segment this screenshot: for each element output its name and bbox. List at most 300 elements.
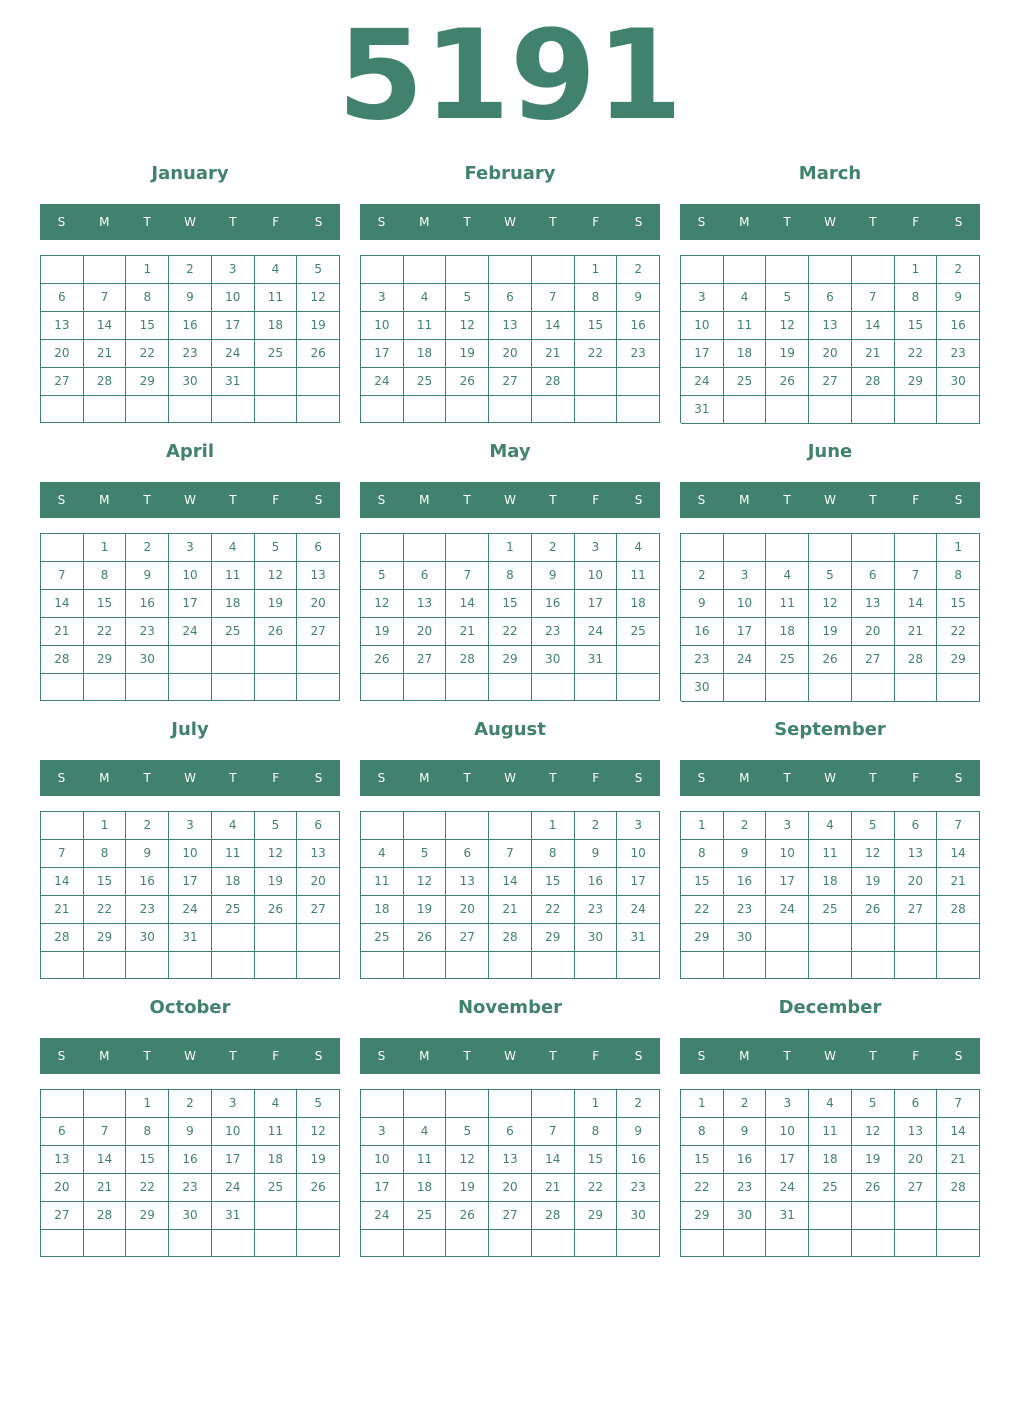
day-cell[interactable]: 4	[255, 256, 298, 284]
day-cell[interactable]: 18	[361, 896, 404, 924]
day-cell[interactable]: 9	[126, 840, 169, 868]
day-cell[interactable]: 10	[212, 284, 255, 312]
day-cell[interactable]: 6	[809, 284, 852, 312]
day-cell[interactable]: 30	[724, 924, 767, 952]
day-cell[interactable]: 5	[852, 812, 895, 840]
day-cell[interactable]: 27	[852, 646, 895, 674]
day-cell[interactable]: 24	[212, 340, 255, 368]
day-cell[interactable]: 10	[361, 312, 404, 340]
day-cell[interactable]: 21	[895, 618, 938, 646]
day-cell[interactable]: 8	[681, 840, 724, 868]
day-cell[interactable]: 26	[809, 646, 852, 674]
day-cell[interactable]: 2	[126, 534, 169, 562]
day-cell[interactable]: 23	[724, 1174, 767, 1202]
day-cell[interactable]: 29	[681, 924, 724, 952]
day-cell[interactable]: 24	[766, 1174, 809, 1202]
day-cell[interactable]: 22	[681, 1174, 724, 1202]
day-cell[interactable]: 28	[852, 368, 895, 396]
day-cell[interactable]: 12	[852, 840, 895, 868]
day-cell[interactable]: 10	[724, 590, 767, 618]
day-cell[interactable]: 31	[766, 1202, 809, 1230]
day-cell[interactable]: 19	[404, 896, 447, 924]
day-cell[interactable]: 17	[212, 312, 255, 340]
day-cell[interactable]: 3	[212, 1090, 255, 1118]
day-cell[interactable]: 6	[895, 812, 938, 840]
day-cell[interactable]: 7	[937, 1090, 980, 1118]
day-cell[interactable]: 13	[489, 312, 532, 340]
day-cell[interactable]: 21	[84, 1174, 127, 1202]
day-cell[interactable]: 23	[724, 896, 767, 924]
day-cell[interactable]: 4	[617, 534, 660, 562]
day-cell[interactable]: 24	[169, 618, 212, 646]
day-cell[interactable]: 11	[724, 312, 767, 340]
day-cell[interactable]: 21	[937, 1146, 980, 1174]
day-cell[interactable]: 16	[532, 590, 575, 618]
day-cell[interactable]: 27	[297, 896, 340, 924]
day-cell[interactable]: 27	[895, 896, 938, 924]
day-cell[interactable]: 17	[681, 340, 724, 368]
day-cell[interactable]: 22	[84, 896, 127, 924]
day-cell[interactable]: 25	[404, 1202, 447, 1230]
day-cell[interactable]: 29	[84, 924, 127, 952]
day-cell[interactable]: 1	[681, 1090, 724, 1118]
day-cell[interactable]: 8	[895, 284, 938, 312]
day-cell[interactable]: 4	[809, 812, 852, 840]
day-cell[interactable]: 6	[446, 840, 489, 868]
day-cell[interactable]: 20	[489, 1174, 532, 1202]
day-cell[interactable]: 26	[361, 646, 404, 674]
day-cell[interactable]: 4	[766, 562, 809, 590]
day-cell[interactable]: 7	[852, 284, 895, 312]
day-cell[interactable]: 22	[937, 618, 980, 646]
day-cell[interactable]: 16	[169, 1146, 212, 1174]
day-cell[interactable]: 26	[446, 1202, 489, 1230]
day-cell[interactable]: 21	[489, 896, 532, 924]
day-cell[interactable]: 5	[446, 284, 489, 312]
day-cell[interactable]: 25	[255, 340, 298, 368]
day-cell[interactable]: 13	[809, 312, 852, 340]
day-cell[interactable]: 23	[681, 646, 724, 674]
day-cell[interactable]: 29	[489, 646, 532, 674]
day-cell[interactable]: 8	[489, 562, 532, 590]
day-cell[interactable]: 3	[212, 256, 255, 284]
day-cell[interactable]: 28	[937, 896, 980, 924]
day-cell[interactable]: 31	[575, 646, 618, 674]
day-cell[interactable]: 14	[41, 868, 84, 896]
day-cell[interactable]: 6	[41, 1118, 84, 1146]
day-cell[interactable]: 25	[212, 618, 255, 646]
day-cell[interactable]: 30	[532, 646, 575, 674]
day-cell[interactable]: 2	[169, 1090, 212, 1118]
day-cell[interactable]: 20	[297, 590, 340, 618]
day-cell[interactable]: 19	[766, 340, 809, 368]
day-cell[interactable]: 16	[575, 868, 618, 896]
day-cell[interactable]: 2	[617, 1090, 660, 1118]
day-cell[interactable]: 3	[766, 1090, 809, 1118]
day-cell[interactable]: 14	[489, 868, 532, 896]
day-cell[interactable]: 26	[297, 1174, 340, 1202]
day-cell[interactable]: 13	[41, 312, 84, 340]
day-cell[interactable]: 22	[532, 896, 575, 924]
day-cell[interactable]: 5	[297, 1090, 340, 1118]
day-cell[interactable]: 3	[575, 534, 618, 562]
day-cell[interactable]: 29	[532, 924, 575, 952]
day-cell[interactable]: 28	[895, 646, 938, 674]
day-cell[interactable]: 8	[84, 562, 127, 590]
day-cell[interactable]: 20	[895, 868, 938, 896]
day-cell[interactable]: 27	[41, 1202, 84, 1230]
day-cell[interactable]: 12	[852, 1118, 895, 1146]
day-cell[interactable]: 5	[255, 812, 298, 840]
day-cell[interactable]: 14	[84, 312, 127, 340]
day-cell[interactable]: 6	[404, 562, 447, 590]
day-cell[interactable]: 21	[41, 896, 84, 924]
day-cell[interactable]: 22	[575, 340, 618, 368]
day-cell[interactable]: 30	[724, 1202, 767, 1230]
day-cell[interactable]: 9	[126, 562, 169, 590]
day-cell[interactable]: 28	[937, 1174, 980, 1202]
day-cell[interactable]: 11	[361, 868, 404, 896]
day-cell[interactable]: 13	[489, 1146, 532, 1174]
day-cell[interactable]: 8	[84, 840, 127, 868]
day-cell[interactable]: 12	[446, 1146, 489, 1174]
day-cell[interactable]: 30	[575, 924, 618, 952]
day-cell[interactable]: 28	[84, 1202, 127, 1230]
day-cell[interactable]: 6	[489, 284, 532, 312]
day-cell[interactable]: 8	[126, 284, 169, 312]
day-cell[interactable]: 23	[126, 618, 169, 646]
day-cell[interactable]: 21	[446, 618, 489, 646]
day-cell[interactable]: 16	[617, 312, 660, 340]
day-cell[interactable]: 29	[126, 368, 169, 396]
day-cell[interactable]: 1	[84, 534, 127, 562]
day-cell[interactable]: 9	[575, 840, 618, 868]
day-cell[interactable]: 9	[937, 284, 980, 312]
day-cell[interactable]: 14	[852, 312, 895, 340]
day-cell[interactable]: 24	[724, 646, 767, 674]
day-cell[interactable]: 13	[297, 562, 340, 590]
day-cell[interactable]: 20	[852, 618, 895, 646]
day-cell[interactable]: 25	[724, 368, 767, 396]
day-cell[interactable]: 2	[169, 256, 212, 284]
day-cell[interactable]: 1	[937, 534, 980, 562]
day-cell[interactable]: 2	[724, 1090, 767, 1118]
day-cell[interactable]: 14	[84, 1146, 127, 1174]
day-cell[interactable]: 14	[937, 840, 980, 868]
day-cell[interactable]: 24	[617, 896, 660, 924]
day-cell[interactable]: 9	[532, 562, 575, 590]
day-cell[interactable]: 28	[532, 1202, 575, 1230]
day-cell[interactable]: 1	[84, 812, 127, 840]
day-cell[interactable]: 18	[809, 868, 852, 896]
day-cell[interactable]: 23	[532, 618, 575, 646]
day-cell[interactable]: 23	[575, 896, 618, 924]
day-cell[interactable]: 12	[361, 590, 404, 618]
day-cell[interactable]: 12	[404, 868, 447, 896]
day-cell[interactable]: 7	[41, 840, 84, 868]
day-cell[interactable]: 5	[361, 562, 404, 590]
day-cell[interactable]: 11	[809, 840, 852, 868]
day-cell[interactable]: 27	[41, 368, 84, 396]
day-cell[interactable]: 22	[575, 1174, 618, 1202]
day-cell[interactable]: 11	[404, 1146, 447, 1174]
day-cell[interactable]: 13	[852, 590, 895, 618]
day-cell[interactable]: 18	[404, 1174, 447, 1202]
day-cell[interactable]: 13	[895, 840, 938, 868]
day-cell[interactable]: 3	[724, 562, 767, 590]
day-cell[interactable]: 10	[169, 562, 212, 590]
day-cell[interactable]: 8	[937, 562, 980, 590]
day-cell[interactable]: 8	[126, 1118, 169, 1146]
day-cell[interactable]: 4	[255, 1090, 298, 1118]
day-cell[interactable]: 12	[255, 840, 298, 868]
day-cell[interactable]: 8	[532, 840, 575, 868]
day-cell[interactable]: 18	[766, 618, 809, 646]
day-cell[interactable]: 14	[937, 1118, 980, 1146]
day-cell[interactable]: 3	[169, 812, 212, 840]
day-cell[interactable]: 24	[681, 368, 724, 396]
day-cell[interactable]: 2	[126, 812, 169, 840]
day-cell[interactable]: 22	[895, 340, 938, 368]
day-cell[interactable]: 23	[169, 340, 212, 368]
day-cell[interactable]: 1	[126, 1090, 169, 1118]
day-cell[interactable]: 14	[446, 590, 489, 618]
day-cell[interactable]: 9	[169, 1118, 212, 1146]
day-cell[interactable]: 28	[41, 646, 84, 674]
day-cell[interactable]: 4	[809, 1090, 852, 1118]
day-cell[interactable]: 5	[255, 534, 298, 562]
day-cell[interactable]: 29	[895, 368, 938, 396]
day-cell[interactable]: 20	[297, 868, 340, 896]
day-cell[interactable]: 10	[766, 840, 809, 868]
day-cell[interactable]: 20	[489, 340, 532, 368]
day-cell[interactable]: 23	[617, 340, 660, 368]
day-cell[interactable]: 17	[617, 868, 660, 896]
day-cell[interactable]: 15	[575, 312, 618, 340]
day-cell[interactable]: 11	[809, 1118, 852, 1146]
day-cell[interactable]: 26	[297, 340, 340, 368]
day-cell[interactable]: 25	[212, 896, 255, 924]
day-cell[interactable]: 7	[937, 812, 980, 840]
day-cell[interactable]: 16	[169, 312, 212, 340]
day-cell[interactable]: 18	[617, 590, 660, 618]
day-cell[interactable]: 27	[446, 924, 489, 952]
day-cell[interactable]: 4	[212, 534, 255, 562]
day-cell[interactable]: 29	[681, 1202, 724, 1230]
day-cell[interactable]: 11	[212, 840, 255, 868]
day-cell[interactable]: 21	[41, 618, 84, 646]
day-cell[interactable]: 7	[41, 562, 84, 590]
day-cell[interactable]: 19	[852, 1146, 895, 1174]
day-cell[interactable]: 19	[255, 868, 298, 896]
day-cell[interactable]: 22	[489, 618, 532, 646]
day-cell[interactable]: 3	[766, 812, 809, 840]
day-cell[interactable]: 15	[575, 1146, 618, 1174]
day-cell[interactable]: 11	[255, 1118, 298, 1146]
day-cell[interactable]: 7	[489, 840, 532, 868]
day-cell[interactable]: 1	[575, 1090, 618, 1118]
day-cell[interactable]: 31	[169, 924, 212, 952]
day-cell[interactable]: 1	[895, 256, 938, 284]
day-cell[interactable]: 16	[724, 868, 767, 896]
day-cell[interactable]: 15	[937, 590, 980, 618]
day-cell[interactable]: 15	[84, 868, 127, 896]
day-cell[interactable]: 29	[84, 646, 127, 674]
day-cell[interactable]: 25	[255, 1174, 298, 1202]
day-cell[interactable]: 17	[169, 868, 212, 896]
day-cell[interactable]: 5	[404, 840, 447, 868]
day-cell[interactable]: 10	[681, 312, 724, 340]
day-cell[interactable]: 25	[809, 1174, 852, 1202]
day-cell[interactable]: 15	[489, 590, 532, 618]
day-cell[interactable]: 22	[126, 1174, 169, 1202]
day-cell[interactable]: 21	[852, 340, 895, 368]
day-cell[interactable]: 17	[724, 618, 767, 646]
day-cell[interactable]: 16	[126, 868, 169, 896]
day-cell[interactable]: 27	[809, 368, 852, 396]
day-cell[interactable]: 10	[617, 840, 660, 868]
day-cell[interactable]: 15	[681, 868, 724, 896]
day-cell[interactable]: 18	[724, 340, 767, 368]
day-cell[interactable]: 24	[212, 1174, 255, 1202]
day-cell[interactable]: 16	[724, 1146, 767, 1174]
day-cell[interactable]: 19	[255, 590, 298, 618]
day-cell[interactable]: 5	[809, 562, 852, 590]
day-cell[interactable]: 21	[937, 868, 980, 896]
day-cell[interactable]: 13	[41, 1146, 84, 1174]
day-cell[interactable]: 6	[895, 1090, 938, 1118]
day-cell[interactable]: 28	[84, 368, 127, 396]
day-cell[interactable]: 30	[126, 646, 169, 674]
day-cell[interactable]: 12	[297, 284, 340, 312]
day-cell[interactable]: 8	[681, 1118, 724, 1146]
day-cell[interactable]: 9	[681, 590, 724, 618]
day-cell[interactable]: 10	[575, 562, 618, 590]
day-cell[interactable]: 27	[404, 646, 447, 674]
day-cell[interactable]: 16	[937, 312, 980, 340]
day-cell[interactable]: 18	[212, 868, 255, 896]
day-cell[interactable]: 7	[532, 1118, 575, 1146]
day-cell[interactable]: 20	[895, 1146, 938, 1174]
day-cell[interactable]: 27	[489, 1202, 532, 1230]
day-cell[interactable]: 24	[361, 1202, 404, 1230]
day-cell[interactable]: 7	[532, 284, 575, 312]
day-cell[interactable]: 22	[681, 896, 724, 924]
day-cell[interactable]: 17	[766, 1146, 809, 1174]
day-cell[interactable]: 19	[809, 618, 852, 646]
day-cell[interactable]: 17	[766, 868, 809, 896]
day-cell[interactable]: 28	[532, 368, 575, 396]
day-cell[interactable]: 5	[766, 284, 809, 312]
day-cell[interactable]: 23	[937, 340, 980, 368]
day-cell[interactable]: 5	[852, 1090, 895, 1118]
day-cell[interactable]: 9	[724, 840, 767, 868]
day-cell[interactable]: 24	[169, 896, 212, 924]
day-cell[interactable]: 12	[766, 312, 809, 340]
day-cell[interactable]: 16	[681, 618, 724, 646]
day-cell[interactable]: 5	[297, 256, 340, 284]
day-cell[interactable]: 11	[255, 284, 298, 312]
day-cell[interactable]: 2	[575, 812, 618, 840]
day-cell[interactable]: 6	[852, 562, 895, 590]
day-cell[interactable]: 27	[895, 1174, 938, 1202]
day-cell[interactable]: 14	[41, 590, 84, 618]
day-cell[interactable]: 13	[404, 590, 447, 618]
day-cell[interactable]: 2	[937, 256, 980, 284]
day-cell[interactable]: 31	[212, 368, 255, 396]
day-cell[interactable]: 18	[404, 340, 447, 368]
day-cell[interactable]: 30	[169, 1202, 212, 1230]
day-cell[interactable]: 2	[617, 256, 660, 284]
day-cell[interactable]: 20	[809, 340, 852, 368]
day-cell[interactable]: 19	[446, 340, 489, 368]
day-cell[interactable]: 25	[809, 896, 852, 924]
day-cell[interactable]: 1	[532, 812, 575, 840]
day-cell[interactable]: 20	[41, 340, 84, 368]
day-cell[interactable]: 7	[84, 1118, 127, 1146]
day-cell[interactable]: 26	[255, 618, 298, 646]
day-cell[interactable]: 2	[724, 812, 767, 840]
day-cell[interactable]: 19	[852, 868, 895, 896]
day-cell[interactable]: 18	[809, 1146, 852, 1174]
day-cell[interactable]: 1	[681, 812, 724, 840]
day-cell[interactable]: 3	[617, 812, 660, 840]
day-cell[interactable]: 9	[169, 284, 212, 312]
day-cell[interactable]: 29	[575, 1202, 618, 1230]
day-cell[interactable]: 26	[766, 368, 809, 396]
day-cell[interactable]: 28	[489, 924, 532, 952]
day-cell[interactable]: 21	[532, 340, 575, 368]
day-cell[interactable]: 11	[766, 590, 809, 618]
day-cell[interactable]: 29	[126, 1202, 169, 1230]
day-cell[interactable]: 12	[446, 312, 489, 340]
day-cell[interactable]: 31	[212, 1202, 255, 1230]
day-cell[interactable]: 6	[297, 812, 340, 840]
day-cell[interactable]: 2	[532, 534, 575, 562]
day-cell[interactable]: 26	[255, 896, 298, 924]
day-cell[interactable]: 19	[446, 1174, 489, 1202]
day-cell[interactable]: 20	[41, 1174, 84, 1202]
day-cell[interactable]: 20	[404, 618, 447, 646]
day-cell[interactable]: 10	[766, 1118, 809, 1146]
day-cell[interactable]: 4	[361, 840, 404, 868]
day-cell[interactable]: 8	[575, 284, 618, 312]
day-cell[interactable]: 25	[766, 646, 809, 674]
day-cell[interactable]: 6	[489, 1118, 532, 1146]
day-cell[interactable]: 15	[84, 590, 127, 618]
day-cell[interactable]: 31	[617, 924, 660, 952]
day-cell[interactable]: 11	[617, 562, 660, 590]
day-cell[interactable]: 7	[446, 562, 489, 590]
day-cell[interactable]: 14	[532, 1146, 575, 1174]
day-cell[interactable]: 13	[895, 1118, 938, 1146]
day-cell[interactable]: 25	[404, 368, 447, 396]
day-cell[interactable]: 7	[84, 284, 127, 312]
day-cell[interactable]: 30	[681, 674, 724, 702]
day-cell[interactable]: 26	[852, 896, 895, 924]
day-cell[interactable]: 17	[361, 1174, 404, 1202]
day-cell[interactable]: 8	[575, 1118, 618, 1146]
day-cell[interactable]: 24	[575, 618, 618, 646]
day-cell[interactable]: 14	[895, 590, 938, 618]
day-cell[interactable]: 23	[126, 896, 169, 924]
day-cell[interactable]: 5	[446, 1118, 489, 1146]
day-cell[interactable]: 15	[681, 1146, 724, 1174]
day-cell[interactable]: 3	[361, 284, 404, 312]
day-cell[interactable]: 23	[617, 1174, 660, 1202]
day-cell[interactable]: 25	[617, 618, 660, 646]
day-cell[interactable]: 9	[617, 1118, 660, 1146]
